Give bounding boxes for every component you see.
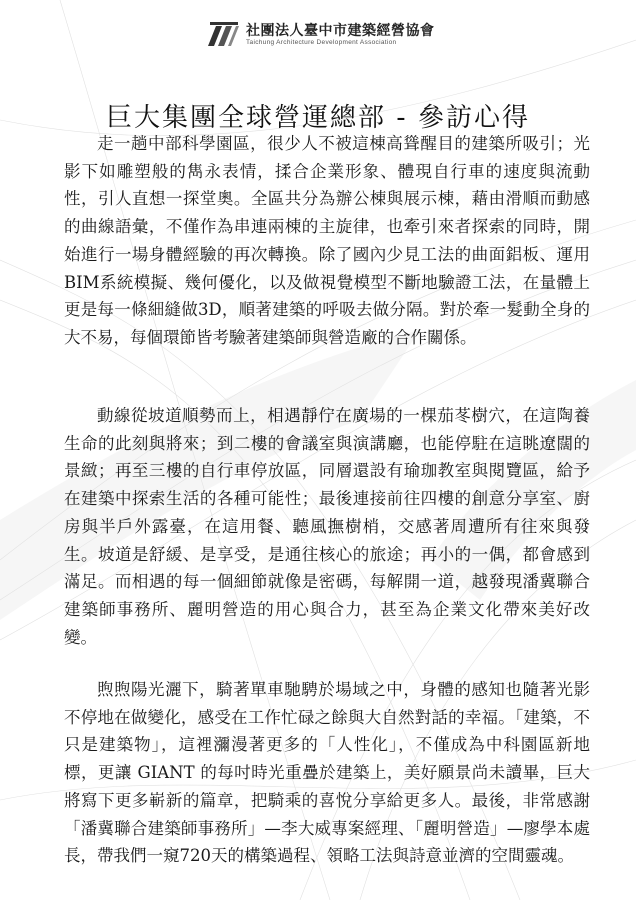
association-name-en: Taichung Architecture Development Association [246,39,397,46]
paragraph-3: 煦煦陽光灑下，騎著單車馳騁於場域之中，身體的感知也隨著光影不停地在做變化，感受在工作忙碌之餘與大自然對話的幸福。「建築，不只是建築物」，這裡瀰漫著更多的「人性化」，不僅成為中科園區新地標，更讓 GIANT 的每吋時光重疊於建築上，美好願景尚未讀畢，巨大將寫下更多嶄新的篇章，把騎乘的喜悅分享給更多人。最後，非常感謝「潘冀聯合建築師事務所」—李大威專案經理、「麗明營造」—廖學本處長，帶我們一窺720天的構築過程、領略工法與詩意並濟的空間靈魂。 [64,680,590,866]
page-title: 巨大集團全球營運總部 - 參訪心得 [106,103,530,134]
paragraph-1: 走一趟中部科學園區，很少人不被這棟高聳醒目的建築所吸引；光影下如雕塑般的雋永表情，揉合企業形象、體現自行車的速度與流動性，引人直想一探堂奧。全區共分為辦公棟與展示棟，藉由滑順而動感的曲線語彙，不僅作為串連兩棟的主旋律，也牽引來者探索的同時，開始進行一場身體經驗的再次轉換。除了國內少見工法的曲面鋁板、運用BIM系統模擬、幾何優化，以及做視覺模型不斷地驗證工法，在量體上更是每一條細縫做3D，順著建築的呼吸去做分隔。對於牽一髮動全身的大不易，每個環節皆考驗著建築師與營造廠的合作關係。 [64,134,590,347]
paragraph-2: 動線從坡道順勢而上，相遇靜佇在廣場的一棵茄苳樹穴，在這陶養生命的此刻與將來；到二樓的會議室與演講廳，也能停駐在這眺遼闊的景緻；再至三樓的自行車停放區，同層還設有瑜珈教室與閱覽區，給予在建築中探索生活的各種可能性；最後連接前往四樓的創意分享室、廚房與半戶外露臺，在這用餐、聽風撫樹梢，交感著周遭所有往來與發生。坡道是舒緩、是享受，是通往核心的旅途；再小的一偶，都會感到滿足。而相遇的每一個細節就像是密碼，每解開一道，越發現潘冀聯合建築師事務所、麗明營造的用心與合力，甚至為企業文化帶來美好改變。 [64,406,590,647]
association-name-zh: 社團法人臺中市建築經營協會 [246,23,435,39]
association-logo-icon [206,20,240,48]
association-header [206,18,466,50]
